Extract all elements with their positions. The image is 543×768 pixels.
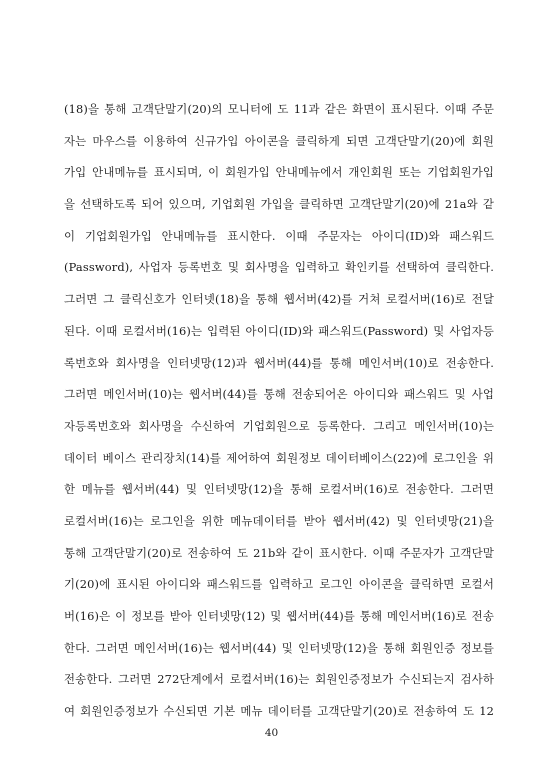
text-line: 자등록번호와 회사명을 수신하여 기업회원으로 등록한다. 그리고 메인서버(10)는 xyxy=(64,418,494,433)
text-line: 버(16)은 이 정보를 받아 인터넷망(12) 및 웹서버(44)를 통해 메인서버(16)로 전송 xyxy=(64,609,494,623)
text-line: 한다. 그러면 메인서버(16)는 웹서버(44) 및 인터넷망(12)을 통해 회원인증 정보를 xyxy=(64,640,494,655)
text-line: 로컬서버(16)는 로그인을 위한 메뉴데이터를 받아 웹서버(42) 및 인터넷망(21)을 xyxy=(64,513,494,528)
text-line: 을 선택하도록 되어 있으며, 기업회원 가입을 클릭하면 고객단말기(20)에 21a와 같 xyxy=(64,197,494,212)
text-line: 가입 안내메뉴를 표시되며, 이 회원가입 안내메뉴에서 개인회원 또는 기업회원가입 xyxy=(64,165,494,180)
text-line: 그러면 메인서버(10)는 웹서버(44)를 통해 전송되어온 아이디와 패스워드 및 사업 xyxy=(64,387,494,402)
page-number: 40 xyxy=(264,727,279,739)
text-line: 한 메뉴를 웹서버(44) 및 인터넷망(12)을 통해 로컬서버(16)로 전송한다. 그러면 xyxy=(64,482,494,497)
text-line: 록번호와 회사명을 인터넷망(12)과 웹서버(44)를 통해 메인서버(10)로 전송한다. xyxy=(64,355,494,370)
text-line: 자는 마우스를 이용하여 신규가입 아이콘을 클릭하게 되면 고객단말기(20)에 회원 xyxy=(64,133,494,148)
text-line: 기(20)에 표시된 아이디와 패스워드를 입력하고 로그인 아이콘을 클릭하면 로컬서 xyxy=(64,577,494,592)
text-line: 이 기업회원가입 안내메뉴를 표시한다. 이때 주문자는 아이디(ID)와 패스워드 xyxy=(64,228,494,243)
text-line: 통해 고객단말기(20)로 전송하여 도 21b와 같이 표시한다. 이때 주문자가 고객단말 xyxy=(64,545,494,560)
text-line: 여 회원인증정보가 수신되면 기본 메뉴 데이터를 고객단말기(20)로 전송하여 도 12 xyxy=(64,704,494,719)
text-line: (Password), 사업자 등록번호 및 회사명을 입력하고 확인키를 선택하여 클릭한다. xyxy=(64,260,494,275)
text-line: 그러면 그 클릭신호가 인터넷(18)을 통해 웹서버(42)를 거쳐 로컬서버(16)로 전달 xyxy=(64,292,494,307)
text-line: 된다. 이때 로컬서버(16)는 입력된 아이디(ID)와 패스워드(Password) 및 사업자등 xyxy=(64,323,494,338)
text-line: 데이터 베이스 관리장치(14)를 제어하여 회원정보 데이터베이스(22)에 로그인을 위 xyxy=(64,450,494,465)
text-line: 전송한다. 그러면 272단계에서 로컬서버(16)는 회원인증정보가 수신되는지 검사하 xyxy=(64,672,494,687)
body-paragraph xyxy=(64,94,494,728)
text-line: (18)을 통해 고객단말기(20)의 모니터에 도 11과 같은 화면이 표시된다. 이때 주문 xyxy=(64,102,494,116)
